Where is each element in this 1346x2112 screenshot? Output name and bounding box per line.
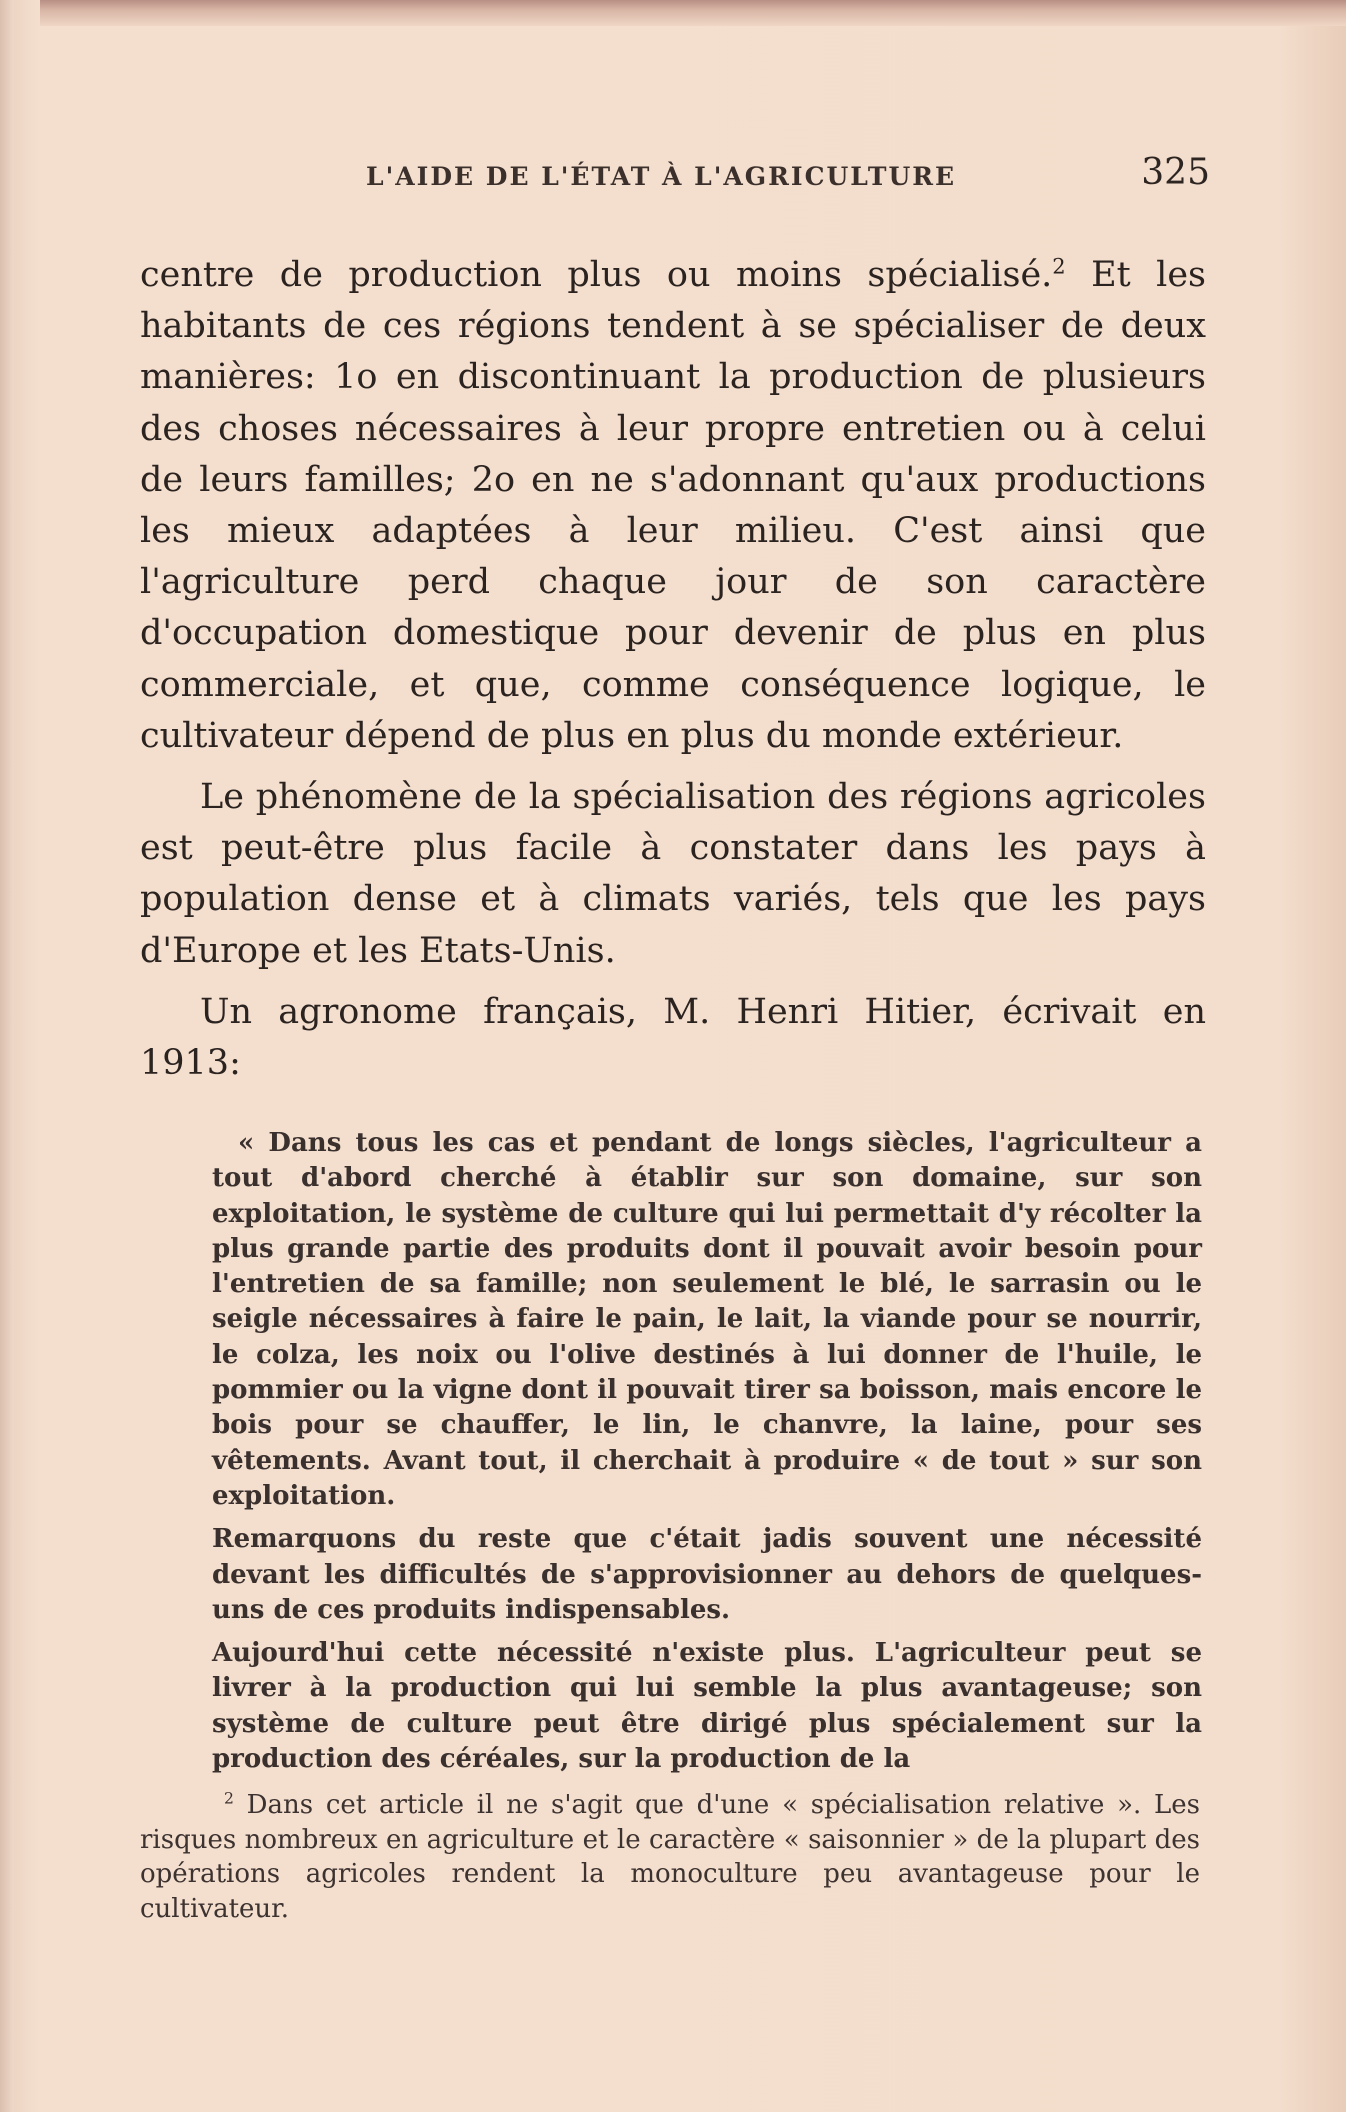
page-binding-edge [0,0,14,2112]
page-number: 325 [1141,152,1210,193]
quote-paragraph-3: Aujourd'hui cette nécessité n'existe plus. L'agriculteur peut se livrer à la production qui lui semble la plus avantageuse; son système de culture peut être dirigé plus spécialement sur la production des céréales, sur la production de la [212,1638,1202,1775]
footnote-body: Dans cet article il ne s'agit que d'une « spécialisation relative ». Les risques nombreux en agriculture et le caractère « saisonnier » de la plupart des opérations agricoles rendent la monoculture peu avantageuse pour le cultivateur. [140,1790,1200,1924]
paragraph-2: Le phénomène de la spécialisation des régions agricoles est peut-être plus facile à constater dans les pays à population dense et à climats variés, tels que les pays d'Europe et les Etats-Unis. [140,777,1206,971]
paragraph-1 [140,250,1206,762]
quote-paragraph-1: « Dans tous les cas et pendant de longs siècles, l'agriculteur a tout d'abord cherché à établir sur son domaine, sur son exploitation, le système de culture qui lui permettait d'y récolter la plus grande partie des produits dont il pouvait avoir besoin pour l'entretien de sa famille; non seulement le blé, le sarrasin ou le seigle nécessaires à faire le pain, le lait, la viande pour se nourrir, le colza, les noix ou l'olive destinés à lui donner de l'huile, le pommier ou la vigne dont il pouvait tirer sa boisson, mais encore le bois pour se chauffer, le lin, le chanvre, la laine, pour ses vêtements. Avant tout, il cherchait à produire « de tout » sur son exploitation. [212,1128,1202,1511]
footnote [140,1788,1200,1926]
paragraph-3: Un agronome français, M. Henri Hitier, écrivait en 1913: [140,991,1206,1084]
paragraph-1-start: centre de production plus ou moins spécialisé. [140,255,1053,295]
footnote-reference: 2 [1052,254,1066,279]
block-quote [212,1126,1202,1777]
page-header [140,152,1210,202]
footnote-marker: 2 [224,1789,234,1808]
paragraph-1-rest: Et les habitants de ces régions tendent à se spécialiser de deux manières: 1o en discontinuant la production de plusieurs des choses nécessaires à leur propre entretien ou à celui de leurs familles; 2o en ne s'adonnant qu'aux productions les mieux adaptées à leur milieu. C'est ainsi que l'agriculture perd chaque jour de son caractère d'occupation domestique pour devenir de plus en plus commerciale, et que, comme conséquence logique, le cultivateur dépend de plus en plus du monde extérieur. [140,255,1206,756]
page-top-edge [40,0,1346,26]
footnote-text [140,1788,1200,1926]
main-text [140,250,1206,1089]
running-head: L'AIDE DE L'ÉTAT À L'AGRICULTURE [366,162,957,191]
quote-paragraph-2: Remarquons du reste que c'était jadis souvent une nécessité devant les difficultés de s'approvisionner au dehors de quelques-uns de ces produits indispensables. [212,1524,1202,1625]
